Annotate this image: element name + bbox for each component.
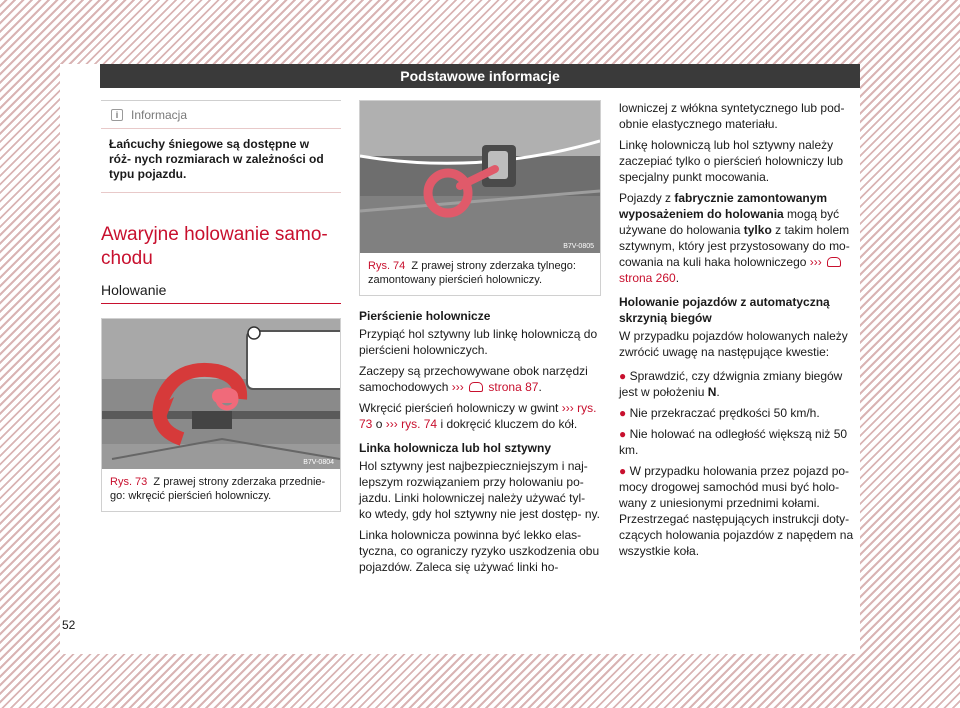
page-reference-link[interactable]: strona 260 [619, 271, 676, 285]
car-icon [469, 382, 483, 392]
ref-arrow: ››› [385, 417, 398, 431]
page-header: Podstawowe informacje [100, 64, 860, 88]
heading-automatic: Holowanie pojazdów z automatyczną skrzynią biegów [619, 295, 830, 325]
figure-73-caption [102, 469, 340, 511]
figure-code: B7V-0804 [303, 459, 334, 466]
figure-reference-link[interactable]: rys. 73 [359, 401, 597, 431]
bullet-item [619, 426, 861, 458]
figure-caption-text: Z prawej strony zderzaka tylnego: zamontowany pierścień holowniczy. [368, 260, 576, 286]
bullet-icon: ● [619, 406, 627, 420]
bullet-item [619, 368, 861, 400]
text: i dokręcić kluczem do kół. [440, 417, 578, 431]
text: Zaczepy są przechowywane obok narzędzi samochodowych [359, 364, 588, 394]
figure-reference-link[interactable]: rys. 74 [401, 417, 438, 431]
figure-code: B7V-0805 [563, 243, 594, 250]
figure-caption-text: Z prawej strony zderzaka przednie- go: wkręcić pierścień holowniczy. [110, 476, 326, 502]
page-reference-link[interactable]: strona 87 [488, 380, 539, 394]
paragraph [619, 190, 861, 286]
front-bumper-tow-ring-illustration [102, 319, 340, 469]
text: . [538, 380, 542, 394]
bullet-item [619, 463, 861, 559]
paragraph: Hol sztywny jest najbezpieczniejszym i naj- lepszym rozwiązaniem przy holowaniu po- jazdu. Linki holowniczej należy używać tyl- ko wtedy, gdy hol sztywny nie jest dostęp- ny. [359, 459, 601, 521]
subsection-title: Holowanie [101, 281, 341, 304]
ref-arrow: ››› [561, 401, 574, 415]
info-icon: i [111, 109, 123, 121]
paragraph: Linkę holowniczą lub hol sztywny należy zaczepiać tylko o pierścień holowniczy lub specjalny punkt mocowania. [619, 138, 844, 184]
paragraph: W przypadku pojazdów holowanych należy zwrócić uwagę na następujące kwestie: [619, 329, 848, 359]
ref-arrow: ››› [809, 255, 822, 269]
body-text-middle [359, 308, 601, 575]
paragraph: lowniczej z włókna syntetycznego lub pod- obnie elastycznego materiału. [619, 101, 845, 131]
figure-label: Rys. 74 [368, 260, 406, 272]
bullet-text: Sprawdzić, czy dźwignia zmiany biegów jest w położeniu [619, 369, 843, 399]
text: z takim holem sztywnym, który jest przystosowany do mo- cowania na kuli haka holowniczego [619, 223, 850, 269]
info-box [101, 100, 341, 193]
text: mogą być używane do holowania [619, 207, 840, 237]
paragraph [359, 400, 601, 432]
car-icon [827, 257, 841, 267]
column-middle [359, 100, 601, 580]
bullet-item [619, 405, 861, 421]
ref-arrow: ››› [451, 380, 464, 394]
body-text-right [619, 100, 861, 559]
figure-74 [359, 100, 601, 296]
heading-rope: Linka holownicza lub hol sztywny [359, 441, 552, 455]
rear-bumper-tow-ring-illustration [360, 101, 600, 253]
figure-73 [101, 318, 341, 512]
gear-position: N [707, 385, 717, 399]
text: . [675, 271, 680, 285]
info-box-title: Informacja [131, 107, 188, 122]
figure-74-image [360, 101, 600, 253]
text: . [716, 385, 720, 399]
bullet-icon: ● [619, 369, 627, 383]
info-box-header [101, 101, 341, 129]
bullet-icon: ● [619, 427, 627, 441]
column-left [101, 100, 341, 512]
paragraph [359, 363, 601, 395]
paragraph: Linka holownicza powinna być lekko elas- tyczna, co ograniczy ryzyko uszkodzenia obu pojazdów. Zaleca się używać linki ho- [359, 528, 600, 574]
text: o [375, 417, 383, 431]
column-right [619, 100, 861, 564]
bullet-text: Nie holować na odległość większą niż 50 km. [619, 427, 848, 457]
bullet-text: Nie przekraczać prędkości 50 km/h. [629, 406, 820, 420]
figure-73-image [102, 319, 340, 469]
paragraph: Przypiąć hol sztywny lub linkę holowniczą do pierścieni holowniczych. [359, 327, 598, 357]
section-title: Awaryjne holowanie samo- chodu [101, 224, 328, 269]
page-number: 52 [62, 618, 76, 632]
bullet-icon: ● [619, 464, 627, 478]
bullet-text: W przypadku holowania przez pojazd po- mocy drogowej samochód musi być holo- wany z uniesionymi przednimi kołami. Przestrzegać następujących instrukcji doty- czących holowania pojazdów z napędem na wszystkie koła. [619, 464, 854, 558]
figure-74-caption [360, 253, 600, 295]
text-bold: fabrycznie zamontowanym wyposażeniem do holowania [619, 191, 828, 221]
text-bold: tylko [743, 223, 772, 237]
text: Wkręcić pierścień holowniczy w gwint [359, 401, 559, 415]
info-box-text: Łańcuchy śniegowe są dostępne w róż- nych rozmiarach w zależności od typu pojazdu. [101, 129, 341, 193]
figure-label: Rys. 73 [110, 476, 148, 488]
text: Pojazdy z [619, 191, 672, 205]
heading-rings: Pierścienie holownicze [359, 309, 491, 323]
